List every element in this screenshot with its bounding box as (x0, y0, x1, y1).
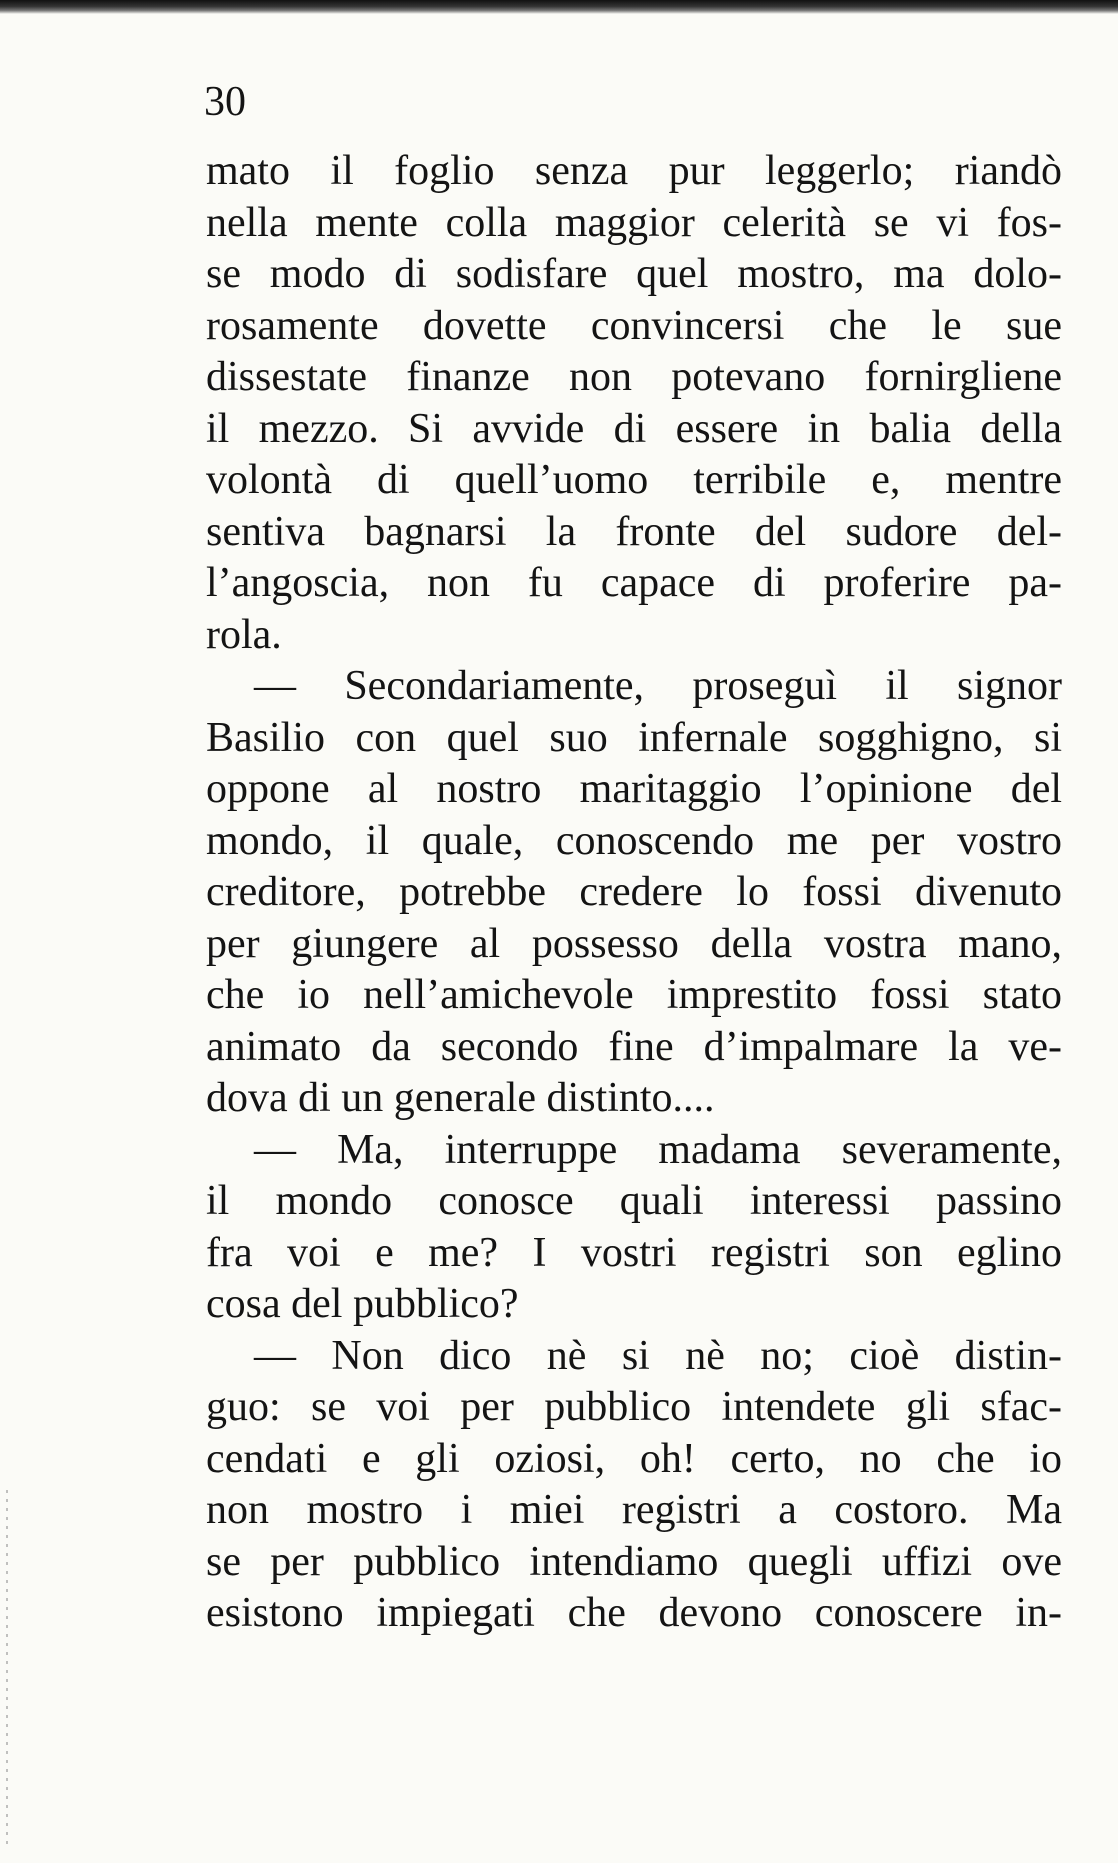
text-line: dissestate finanze non potevano fornirgliene (206, 354, 1062, 400)
binding-edge-mark (6, 1490, 8, 1850)
text-line: mato il foglio senza pur leggerlo; riandò (206, 148, 1062, 194)
text-line: Basilio con quel suo infernale sogghigno, si (206, 714, 1062, 761)
body-text (206, 146, 1062, 1640)
text-line: creditore, potrebbe credere lo fossi divenuto (206, 869, 1062, 915)
text-line: che io nell’amichevole imprestito fossi stato (206, 972, 1062, 1018)
text-line: cosa del pubblico? (206, 1281, 519, 1327)
text-line: se modo di sodisfare quel mostro, ma dolo- (206, 251, 1062, 297)
text-line: cendati e gli oziosi, oh! certo, no che io (206, 1435, 1062, 1482)
text-line: il mezzo. Si avvide di essere in balia della (206, 405, 1062, 452)
text-line: oppone al nostro maritaggio l’opinione del (206, 766, 1062, 812)
text-line: — Secondariamente, proseguì il signor (254, 663, 1062, 709)
page-number: 30 (204, 79, 246, 125)
top-border-rule (0, 0, 1118, 14)
text-line: guo: se voi per pubblico intendete gli sfac- (206, 1384, 1062, 1430)
text-line: dova di un generale distinto.... (206, 1075, 715, 1121)
text-line: il mondo conosce quali interessi passino (206, 1178, 1062, 1224)
text-line: rosamente dovette convincersi che le sue (206, 302, 1062, 349)
text-line: nella mente colla maggior celerità se vi fos- (206, 199, 1062, 246)
text-line: se per pubblico intendiamo quegli uffizi ove (206, 1538, 1062, 1585)
text-line: l’angoscia, non fu capace di proferire pa- (206, 560, 1062, 606)
text-line: per giungere al possesso della vostra mano, (206, 920, 1062, 967)
text-line: — Ma, interruppe madama severamente, (254, 1126, 1062, 1173)
text-line: fra voi e me? I vostri registri son eglino (206, 1229, 1062, 1276)
text-line: — Non dico nè si nè no; cioè distin- (254, 1332, 1062, 1379)
text-line: esistono impiegati che devono conoscere in- (206, 1590, 1062, 1636)
text-line: animato da secondo fine d’impalmare la ve- (206, 1023, 1062, 1070)
text-line: volontà di quell’uomo terribile e, mentre (206, 457, 1062, 503)
text-line: rola. (206, 611, 282, 658)
text-line: non mostro i miei registri a costoro. Ma (206, 1487, 1062, 1533)
text-line: sentiva bagnarsi la fronte del sudore del- (206, 508, 1062, 555)
text-line: mondo, il quale, conoscendo me per vostro (206, 817, 1062, 864)
